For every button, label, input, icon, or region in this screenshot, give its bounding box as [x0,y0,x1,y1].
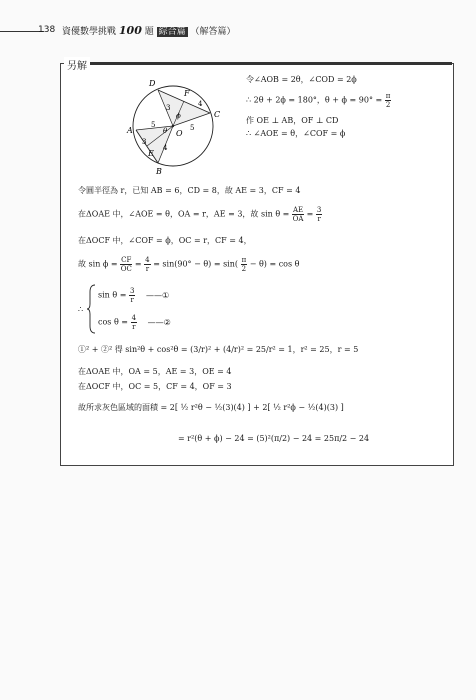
svg-text:D: D [149,79,156,88]
fraction-denominator: 2 [241,265,247,273]
equation-2-tag: ——② [147,317,171,327]
body-line-4-text-c: − θ) = cos θ [249,259,300,269]
svg-text:O: O [176,129,183,138]
svg-text:C: C [214,110,221,119]
svg-text:5: 5 [151,121,156,129]
svg-text:E: E [148,149,154,158]
body-line-9: = r²(θ + ϕ) − 24 = (5)²(π/2) − 24 = 25π/2 − 24 [178,434,370,443]
svg-text:3: 3 [166,104,171,112]
three-over-r-fraction [129,287,135,304]
equals-sign: = [134,259,142,269]
right-line-3: 作 OE ⊥ AB，OF ⊥ CD [246,116,339,125]
svg-text:θ: θ [163,127,168,135]
svg-text:A: A [127,126,133,135]
body-line-4-text-a: 故 sin ϕ = [78,259,118,269]
system-brace [87,284,97,334]
body-line-5: ①² + ②² 得 sin²θ + cos²θ = (3/r)² + (4/r)² = 25/r² = 1，r² = 25，r = 5 [78,345,359,354]
fraction-denominator: OA [292,215,304,223]
right-line-2-text: ∴ 2θ + 2ϕ = 180°，θ + ϕ = 90° = [246,95,383,105]
equation-1-tag: ——① [145,290,170,300]
system-therefore: ∴ [78,305,84,314]
svg-text:B: B [156,167,162,176]
body-line-7: 在ΔOCF 中，OC = 5，CF = 4，OF = 3 [78,382,232,391]
svg-text:5: 5 [190,124,195,132]
fraction-denominator: OC [120,265,132,273]
fraction-denominator: r [130,296,134,304]
fraction-numerator: 3 [316,206,322,214]
right-line-1: 令∠AOB = 2θ，∠COD = 2ϕ [246,75,357,84]
fraction-numerator: CF [121,256,132,264]
body-line-8: 故所求灰色區域的面積 = 2[ ½ r²θ − ½(3)(4) ] + 2[ ½ r²ϕ − ½(4)(3) ] [78,403,344,412]
equation-2-lhs: cos θ = [98,317,129,327]
header-title-number: 100 [118,24,142,37]
right-line-4: ∴ ∠AOE = θ，∠COF = ϕ [246,129,346,138]
fraction-denominator: 2 [385,101,391,109]
header-title-prefix: 資優數學挑戰 [62,27,117,37]
box-top-bar [88,62,452,65]
svg-text:F: F [184,89,190,98]
fraction-numerator: 4 [145,256,150,264]
fraction-denominator: r [145,265,150,273]
svg-text:ϕ: ϕ [176,112,181,120]
pi-over-2-fraction [241,256,248,273]
svg-text:4: 4 [163,144,168,152]
fraction-numerator: π [385,92,391,100]
circle-diagram [118,68,238,178]
running-header [62,24,236,37]
fraction-numerator: 4 [131,314,137,322]
page-number-text: 138 [38,25,56,35]
equation-1 [98,287,169,304]
box-label: 另解 [64,57,90,72]
equals-sign: = [306,209,314,219]
four-over-r-fraction [131,314,137,331]
equation-2 [98,314,171,331]
body-line-6: 在ΔOAE 中，OA = 5，AE = 3，OE = 4 [78,367,232,376]
body-line-2-text: 在ΔOAE 中，∠AOE = θ，OA = r，AE = 3，故 sin θ = [78,209,290,219]
body-line-4 [78,256,299,273]
page-number [38,25,55,35]
fraction-numerator: π [241,256,247,264]
body-line-2 [78,206,322,223]
equation-1-lhs: sin θ = [98,290,127,300]
body-line-4-text-b: = sin(90° − θ) = sin( [153,259,239,269]
three-over-r-fraction [316,206,322,223]
header-subtitle: （解答篇） [190,27,236,37]
fraction-numerator: 3 [129,287,135,295]
body-line-1: 令圓半徑為 r，已知 AB = 6，CD = 8，故 AE = 3，CF = 4 [78,186,301,195]
body-line-3: 在ΔOCF 中，∠COF = ϕ，OC = r，CF = 4， [78,236,252,245]
four-over-r-fraction [144,256,150,273]
fraction-denominator: r [317,215,321,223]
header-tag: 綜合篇 [158,27,186,37]
fraction-numerator: AE [292,206,304,214]
cf-over-oc-fraction [120,256,132,273]
header-title-suffix: 題 [144,27,154,37]
pi-over-2-fraction [385,92,392,109]
fraction-denominator: r [132,323,136,331]
svg-text:4: 4 [198,100,203,108]
right-line-2 [246,92,391,109]
svg-text:3: 3 [142,138,147,146]
ae-over-oa-fraction [292,206,304,223]
